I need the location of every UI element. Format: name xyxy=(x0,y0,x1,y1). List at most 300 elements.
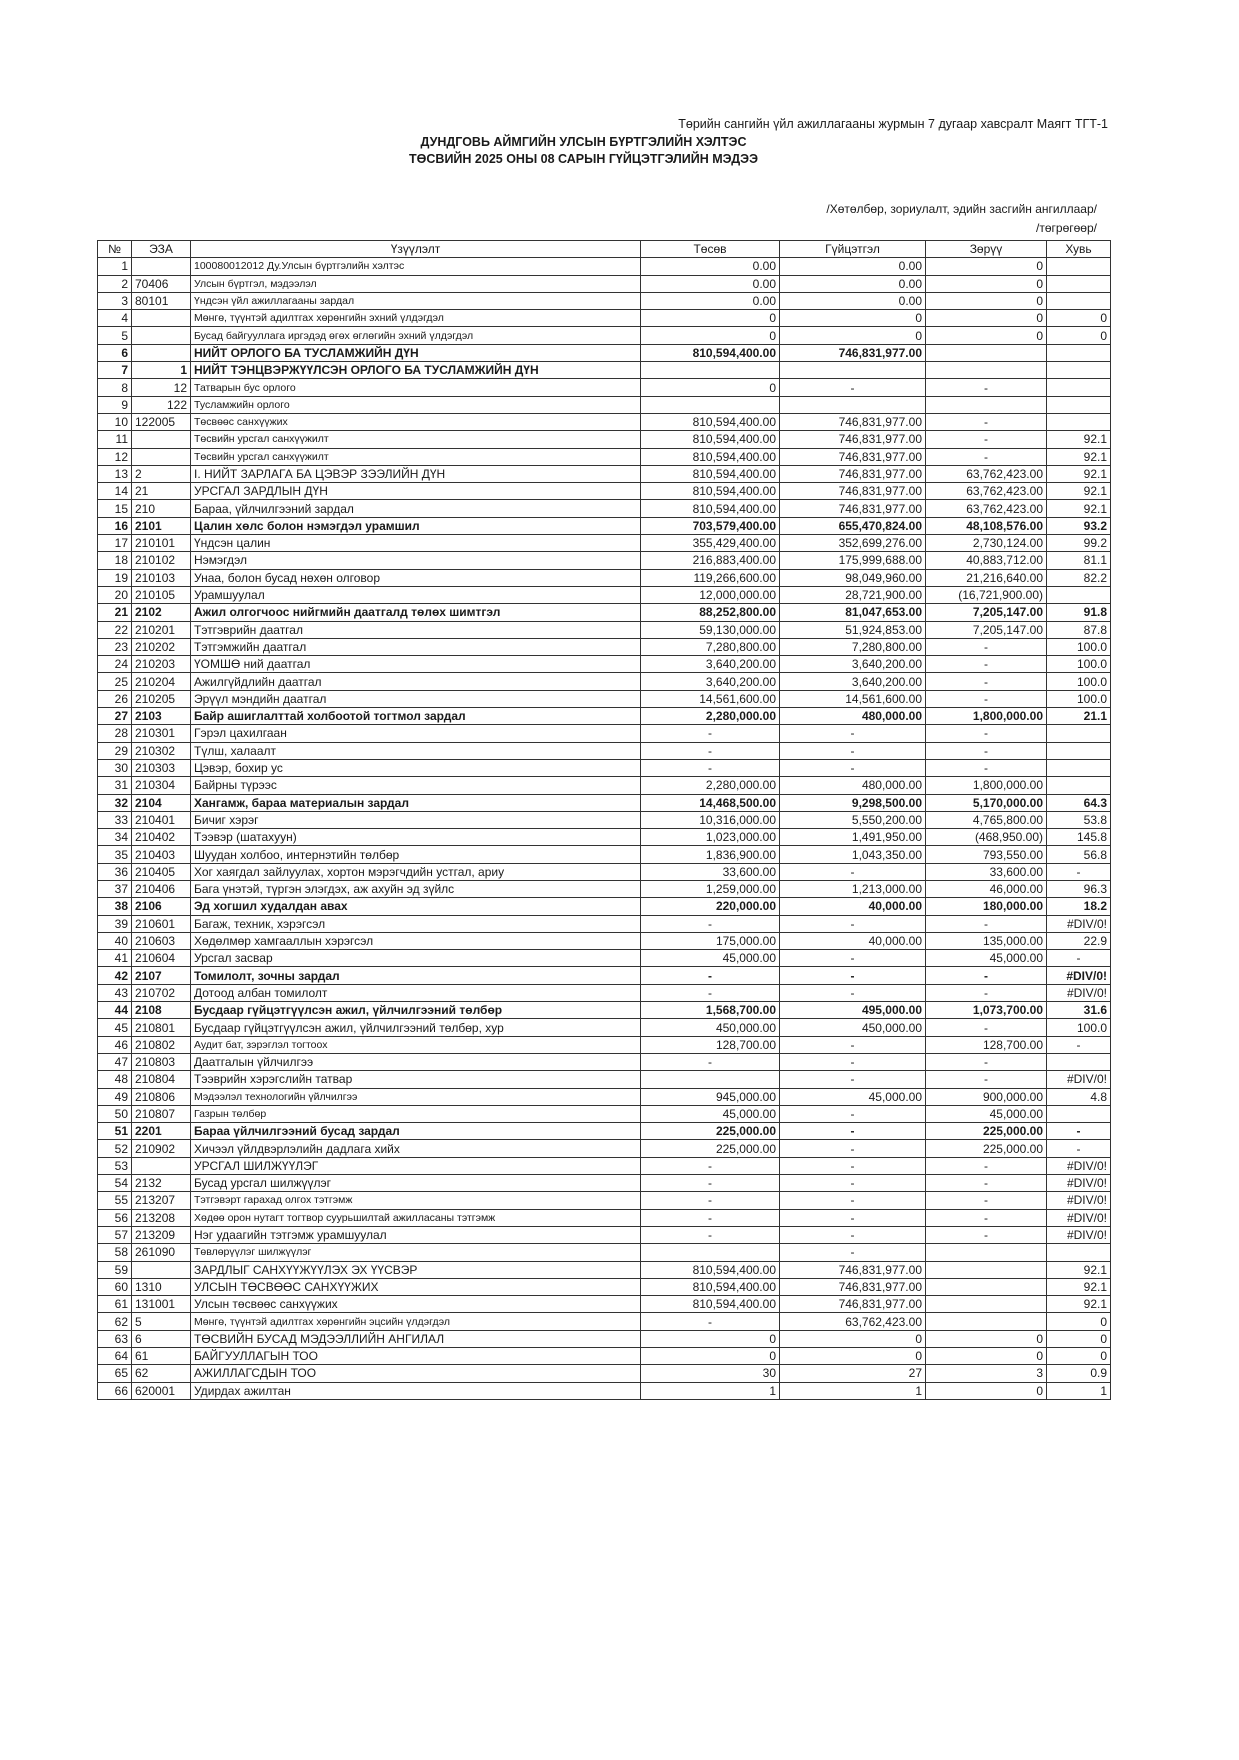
row-code: 210105 xyxy=(132,586,191,603)
row-number: 57 xyxy=(98,1226,132,1243)
row-label: Бусдаар гүйцэтгүүлсэн ажил, үйлчилгээний төлбөр, хур xyxy=(191,1019,641,1036)
row-percent xyxy=(1047,362,1111,379)
row-code: 2107 xyxy=(132,967,191,984)
row-percent: 0.9 xyxy=(1047,1365,1111,1382)
row-budget: 810,594,400.00 xyxy=(641,431,780,448)
row-number: 42 xyxy=(98,967,132,984)
row-number: 60 xyxy=(98,1278,132,1295)
row-code: 210205 xyxy=(132,690,191,707)
row-percent xyxy=(1047,292,1111,309)
row-budget: 128,700.00 xyxy=(641,1036,780,1053)
row-label: Төсвийн урсгал санхүүжилт xyxy=(191,431,641,448)
row-code: 213207 xyxy=(132,1192,191,1209)
row-code: 6 xyxy=(132,1330,191,1347)
row-label: Унаа, болон бусад нөхөн олговор xyxy=(191,569,641,586)
row-code: 210201 xyxy=(132,621,191,638)
row-percent: #DIV/0! xyxy=(1047,1157,1111,1174)
row-label: Даатгалын үйлчилгээ xyxy=(191,1053,641,1070)
row-label: ҮОМШӨ ний даатгал xyxy=(191,656,641,673)
row-percent: 92.1 xyxy=(1047,448,1111,465)
row-performance: 0 xyxy=(780,327,926,344)
table-row xyxy=(98,1209,1111,1226)
row-difference: - xyxy=(926,656,1047,673)
row-percent: 100.0 xyxy=(1047,690,1111,707)
row-budget: 450,000.00 xyxy=(641,1019,780,1036)
table-row xyxy=(98,396,1111,413)
row-number: 35 xyxy=(98,846,132,863)
table-row xyxy=(98,863,1111,880)
row-performance: - xyxy=(780,1244,926,1261)
row-code: 210601 xyxy=(132,915,191,932)
row-performance: 175,999,688.00 xyxy=(780,552,926,569)
row-percent: 82.2 xyxy=(1047,569,1111,586)
row-performance: 1 xyxy=(780,1382,926,1399)
row-performance: 45,000.00 xyxy=(780,1088,926,1105)
table-row xyxy=(98,1226,1111,1243)
row-number: 25 xyxy=(98,673,132,690)
row-performance: 1,043,350.00 xyxy=(780,846,926,863)
row-code: 210401 xyxy=(132,811,191,828)
row-label: Бараа, үйлчилгээний зардал xyxy=(191,500,641,517)
row-budget: 703,579,400.00 xyxy=(641,517,780,534)
col-indicator: Үзүүлэлт xyxy=(191,241,641,258)
row-performance: 1,213,000.00 xyxy=(780,880,926,897)
row-code: 213208 xyxy=(132,1209,191,1226)
row-number: 1 xyxy=(98,258,132,275)
row-performance: - xyxy=(780,1157,926,1174)
row-number: 40 xyxy=(98,932,132,949)
row-budget: 810,594,400.00 xyxy=(641,1296,780,1313)
row-number: 64 xyxy=(98,1348,132,1365)
row-difference: 0 xyxy=(926,1330,1047,1347)
row-budget: 119,266,600.00 xyxy=(641,569,780,586)
table-row xyxy=(98,569,1111,586)
row-budget xyxy=(641,362,780,379)
row-number: 38 xyxy=(98,898,132,915)
row-code: 70406 xyxy=(132,275,191,292)
row-number: 34 xyxy=(98,829,132,846)
table-row xyxy=(98,656,1111,673)
row-percent: 92.1 xyxy=(1047,483,1111,500)
row-performance: - xyxy=(780,1140,926,1157)
row-budget: - xyxy=(641,1226,780,1243)
row-percent: 0 xyxy=(1047,310,1111,327)
row-performance: - xyxy=(780,742,926,759)
row-difference xyxy=(926,344,1047,361)
row-performance: 5,550,200.00 xyxy=(780,811,926,828)
row-label: Үндсэн цалин xyxy=(191,535,641,552)
row-label: Тэтгэврийн даатгал xyxy=(191,621,641,638)
table-row xyxy=(98,846,1111,863)
row-code: 131001 xyxy=(132,1296,191,1313)
row-difference: 2,730,124.00 xyxy=(926,535,1047,552)
row-percent: #DIV/0! xyxy=(1047,915,1111,932)
row-difference xyxy=(926,1261,1047,1278)
row-difference: 63,762,423.00 xyxy=(926,500,1047,517)
row-label: Мэдээлэл технологийн үйлчилгээ xyxy=(191,1088,641,1105)
row-percent xyxy=(1047,742,1111,759)
row-code xyxy=(132,1261,191,1278)
row-budget: 30 xyxy=(641,1365,780,1382)
row-percent xyxy=(1047,759,1111,776)
row-label: Бичиг хэрэг xyxy=(191,811,641,828)
row-code: 210902 xyxy=(132,1140,191,1157)
row-label: Аудит бат, зэрэглэл тогтоох xyxy=(191,1036,641,1053)
row-difference: 40,883,712.00 xyxy=(926,552,1047,569)
row-label: Бусад байгууллага иргэдэд өгөх өглөгийн эхний үлдэгдэл xyxy=(191,327,641,344)
row-budget: 1,568,700.00 xyxy=(641,1002,780,1019)
row-difference: 63,762,423.00 xyxy=(926,483,1047,500)
row-difference: 0 xyxy=(926,258,1047,275)
row-budget: - xyxy=(641,759,780,776)
row-percent: 81.1 xyxy=(1047,552,1111,569)
row-percent xyxy=(1047,586,1111,603)
row-budget: 810,594,400.00 xyxy=(641,1278,780,1295)
row-difference: 21,216,640.00 xyxy=(926,569,1047,586)
row-code: 210603 xyxy=(132,932,191,949)
table-row xyxy=(98,413,1111,430)
row-performance: - xyxy=(780,950,926,967)
row-code: 210301 xyxy=(132,725,191,742)
row-performance: 0.00 xyxy=(780,292,926,309)
row-code: 210803 xyxy=(132,1053,191,1070)
row-label: Эрүүл мэндийн даатгал xyxy=(191,690,641,707)
row-code: 2132 xyxy=(132,1175,191,1192)
row-difference: 1,073,700.00 xyxy=(926,1002,1047,1019)
row-label: Бусдаар гүйцэтгүүлсэн ажил, үйлчилгээний төлбөр xyxy=(191,1002,641,1019)
row-performance: 746,831,977.00 xyxy=(780,465,926,482)
table-row xyxy=(98,1036,1111,1053)
row-budget: - xyxy=(641,915,780,932)
row-difference: 0 xyxy=(926,1382,1047,1399)
row-label: Хангамж, бараа материалын зардал xyxy=(191,794,641,811)
row-budget: 810,594,400.00 xyxy=(641,413,780,430)
row-label: Мөнгө, түүнтэй адилтгах хөрөнгийн эхний үлдэгдэл xyxy=(191,310,641,327)
row-performance: 98,049,960.00 xyxy=(780,569,926,586)
row-percent: #DIV/0! xyxy=(1047,1226,1111,1243)
row-budget: 810,594,400.00 xyxy=(641,1261,780,1278)
row-label: Томилолт, зочны зардал xyxy=(191,967,641,984)
row-number: 61 xyxy=(98,1296,132,1313)
form-reference: Төрийн сангийн үйл ажиллагааны журмын 7 дугаар хавсралт Маягт ТГТ-1 xyxy=(678,117,1108,131)
row-budget: - xyxy=(641,742,780,759)
row-budget: - xyxy=(641,1157,780,1174)
row-difference: - xyxy=(926,638,1047,655)
row-performance: 746,831,977.00 xyxy=(780,500,926,517)
row-percent xyxy=(1047,396,1111,413)
row-label: Түлш, халаалт xyxy=(191,742,641,759)
col-budget: Төсөв xyxy=(641,241,780,258)
row-performance: - xyxy=(780,725,926,742)
row-percent xyxy=(1047,1244,1111,1261)
row-code: 210303 xyxy=(132,759,191,776)
row-budget: 810,594,400.00 xyxy=(641,500,780,517)
row-code: 210702 xyxy=(132,984,191,1001)
row-number: 29 xyxy=(98,742,132,759)
row-number: 41 xyxy=(98,950,132,967)
row-difference: 48,108,576.00 xyxy=(926,517,1047,534)
row-budget: - xyxy=(641,1209,780,1226)
row-performance: 746,831,977.00 xyxy=(780,1278,926,1295)
table-row xyxy=(98,483,1111,500)
row-performance: 746,831,977.00 xyxy=(780,1261,926,1278)
row-code: 5 xyxy=(132,1313,191,1330)
row-performance: 27 xyxy=(780,1365,926,1382)
row-difference: 3 xyxy=(926,1365,1047,1382)
row-number: 46 xyxy=(98,1036,132,1053)
row-budget: 3,640,200.00 xyxy=(641,673,780,690)
row-performance: - xyxy=(780,759,926,776)
row-performance: - xyxy=(780,1105,926,1122)
row-code: 210807 xyxy=(132,1105,191,1122)
row-code: 62 xyxy=(132,1365,191,1382)
row-performance: - xyxy=(780,984,926,1001)
row-code: 122 xyxy=(132,396,191,413)
row-budget: 0 xyxy=(641,327,780,344)
table-row xyxy=(98,1157,1111,1174)
table-row xyxy=(98,932,1111,949)
row-label: Хог хаягдал зайлуулах, хортон мэрэгчдийн устгал, ариу xyxy=(191,863,641,880)
row-difference: 793,550.00 xyxy=(926,846,1047,863)
row-label: Бага үнэтэй, түргэн элэгдэх, аж ахуйн эд зүйлс xyxy=(191,880,641,897)
row-percent: - xyxy=(1047,863,1111,880)
row-label: Эд хогшил худалдан авах xyxy=(191,898,641,915)
row-label: Гэрэл цахилгаан xyxy=(191,725,641,742)
row-percent xyxy=(1047,379,1111,396)
row-difference: 225,000.00 xyxy=(926,1140,1047,1157)
row-percent: #DIV/0! xyxy=(1047,967,1111,984)
row-difference: 180,000.00 xyxy=(926,898,1047,915)
table-row xyxy=(98,344,1111,361)
row-label: Шуудан холбоо, интернэтийн төлбөр xyxy=(191,846,641,863)
table-row xyxy=(98,586,1111,603)
row-number: 58 xyxy=(98,1244,132,1261)
row-difference: 225,000.00 xyxy=(926,1123,1047,1140)
row-code: 620001 xyxy=(132,1382,191,1399)
row-difference xyxy=(926,1244,1047,1261)
row-percent: 53.8 xyxy=(1047,811,1111,828)
table-row xyxy=(98,1330,1111,1347)
row-percent: #DIV/0! xyxy=(1047,1175,1111,1192)
row-percent: 92.1 xyxy=(1047,1296,1111,1313)
row-number: 43 xyxy=(98,984,132,1001)
row-label: Багаж, техник, хэрэгсэл xyxy=(191,915,641,932)
row-label: Урамшуулал xyxy=(191,586,641,603)
table-header-row xyxy=(98,241,1111,258)
row-code: 213209 xyxy=(132,1226,191,1243)
row-number: 23 xyxy=(98,638,132,655)
row-code: 210304 xyxy=(132,777,191,794)
row-percent: 92.1 xyxy=(1047,1278,1111,1295)
row-number: 13 xyxy=(98,465,132,482)
row-code: 2104 xyxy=(132,794,191,811)
table-row xyxy=(98,759,1111,776)
row-number: 47 xyxy=(98,1053,132,1070)
row-percent: 100.0 xyxy=(1047,673,1111,690)
row-performance: 746,831,977.00 xyxy=(780,1296,926,1313)
row-percent: 100.0 xyxy=(1047,638,1111,655)
table-row xyxy=(98,327,1111,344)
row-difference: - xyxy=(926,967,1047,984)
row-budget: 810,594,400.00 xyxy=(641,465,780,482)
row-number: 12 xyxy=(98,448,132,465)
row-budget: 7,280,800.00 xyxy=(641,638,780,655)
row-code: 12 xyxy=(132,379,191,396)
row-number: 33 xyxy=(98,811,132,828)
table-row xyxy=(98,1192,1111,1209)
row-number: 19 xyxy=(98,569,132,586)
row-label: Нэг удаагийн тэтгэмж урамшуулал xyxy=(191,1226,641,1243)
row-budget xyxy=(641,1244,780,1261)
row-percent: 22.9 xyxy=(1047,932,1111,949)
table-row xyxy=(98,725,1111,742)
row-budget: 810,594,400.00 xyxy=(641,448,780,465)
row-code: 210804 xyxy=(132,1071,191,1088)
row-number: 52 xyxy=(98,1140,132,1157)
row-number: 18 xyxy=(98,552,132,569)
row-budget: 2,280,000.00 xyxy=(641,777,780,794)
row-number: 16 xyxy=(98,517,132,534)
row-budget: - xyxy=(641,1175,780,1192)
row-code: 210103 xyxy=(132,569,191,586)
row-number: 49 xyxy=(98,1088,132,1105)
row-code: 2102 xyxy=(132,604,191,621)
row-budget: 0 xyxy=(641,1348,780,1365)
row-code: 210806 xyxy=(132,1088,191,1105)
row-difference: 7,205,147.00 xyxy=(926,621,1047,638)
row-performance: 63,762,423.00 xyxy=(780,1313,926,1330)
row-label: ЗАРДЛЫГ САНХҮҮЖҮҮЛЭХ ЭХ ҮҮСВЭР xyxy=(191,1261,641,1278)
table-row xyxy=(98,967,1111,984)
row-number: 44 xyxy=(98,1002,132,1019)
row-code xyxy=(132,448,191,465)
row-performance: 0 xyxy=(780,310,926,327)
table-row xyxy=(98,984,1111,1001)
row-number: 30 xyxy=(98,759,132,776)
table-row xyxy=(98,552,1111,569)
row-number: 11 xyxy=(98,431,132,448)
row-budget: 10,316,000.00 xyxy=(641,811,780,828)
row-performance: - xyxy=(780,1192,926,1209)
row-performance xyxy=(780,362,926,379)
row-difference: - xyxy=(926,759,1047,776)
table-row xyxy=(98,880,1111,897)
row-code: 210402 xyxy=(132,829,191,846)
table-row xyxy=(98,1071,1111,1088)
row-code: 21 xyxy=(132,483,191,500)
row-difference: 135,000.00 xyxy=(926,932,1047,949)
row-label: Тусламжийн орлого xyxy=(191,396,641,413)
row-performance: - xyxy=(780,1071,926,1088)
row-budget: - xyxy=(641,984,780,1001)
row-percent: 21.1 xyxy=(1047,708,1111,725)
row-percent: 0 xyxy=(1047,1330,1111,1347)
row-code xyxy=(132,344,191,361)
row-label: Тээвэр (шатахуун) xyxy=(191,829,641,846)
row-number: 56 xyxy=(98,1209,132,1226)
table-row xyxy=(98,1278,1111,1295)
row-performance: 0 xyxy=(780,1330,926,1347)
row-code: 210102 xyxy=(132,552,191,569)
row-difference: - xyxy=(926,1071,1047,1088)
row-performance: - xyxy=(780,379,926,396)
row-percent xyxy=(1047,413,1111,430)
row-code xyxy=(132,310,191,327)
row-label: Хөдөө орон нутагт тогтвор суурьшилтай ажилласаны тэтгэмж xyxy=(191,1209,641,1226)
row-number: 20 xyxy=(98,586,132,603)
row-label: Хичээл үйлдвэрлэлийн дадлага хийх xyxy=(191,1140,641,1157)
row-label: АЖИЛЛАГСДЫН ТОО xyxy=(191,1365,641,1382)
org-title: ДУНДГОВЬ АЙМГИЙН УЛСЫН БҮРТГЭЛИЙН ХЭЛТЭС xyxy=(420,135,747,149)
row-performance: - xyxy=(780,1226,926,1243)
row-label: Төсвийн урсгал санхүүжилт xyxy=(191,448,641,465)
row-label: Тэтгэвэрт гарахад олгох тэтгэмж xyxy=(191,1192,641,1209)
row-label: УРСГАЛ ШИЛЖҮҮЛЭГ xyxy=(191,1157,641,1174)
row-budget: - xyxy=(641,967,780,984)
row-label: Байр ашиглалттай холбоотой тогтмол зардал xyxy=(191,708,641,725)
row-budget: 33,600.00 xyxy=(641,863,780,880)
table-row xyxy=(98,517,1111,534)
row-number: 32 xyxy=(98,794,132,811)
row-number: 6 xyxy=(98,344,132,361)
row-code: 210801 xyxy=(132,1019,191,1036)
table-row xyxy=(98,690,1111,707)
row-percent: 64.3 xyxy=(1047,794,1111,811)
row-performance: 3,640,200.00 xyxy=(780,656,926,673)
row-difference xyxy=(926,1313,1047,1330)
table-row xyxy=(98,275,1111,292)
row-code xyxy=(132,327,191,344)
row-code: 210302 xyxy=(132,742,191,759)
table-row xyxy=(98,292,1111,309)
row-number: 8 xyxy=(98,379,132,396)
row-budget: 3,640,200.00 xyxy=(641,656,780,673)
row-number: 22 xyxy=(98,621,132,638)
row-percent xyxy=(1047,275,1111,292)
row-performance: 746,831,977.00 xyxy=(780,483,926,500)
row-performance: 3,640,200.00 xyxy=(780,673,926,690)
row-performance: - xyxy=(780,967,926,984)
row-code: 210406 xyxy=(132,880,191,897)
table-row xyxy=(98,1088,1111,1105)
row-code: 1 xyxy=(132,362,191,379)
row-percent xyxy=(1047,258,1111,275)
row-number: 15 xyxy=(98,500,132,517)
row-performance: 0 xyxy=(780,1348,926,1365)
row-budget: 220,000.00 xyxy=(641,898,780,915)
row-label: I. НИЙТ ЗАРЛАГА БА ЦЭВЭР ЗЭЭЛИЙН ДҮН xyxy=(191,465,641,482)
row-difference xyxy=(926,396,1047,413)
row-code: 2 xyxy=(132,465,191,482)
row-performance: - xyxy=(780,863,926,880)
row-budget: 810,594,400.00 xyxy=(641,483,780,500)
row-number: 63 xyxy=(98,1330,132,1347)
row-difference: - xyxy=(926,673,1047,690)
row-number: 28 xyxy=(98,725,132,742)
row-label: Урсгал засвар xyxy=(191,950,641,967)
row-difference: 5,170,000.00 xyxy=(926,794,1047,811)
row-difference: - xyxy=(926,1157,1047,1174)
row-percent xyxy=(1047,777,1111,794)
row-percent: #DIV/0! xyxy=(1047,984,1111,1001)
row-difference: - xyxy=(926,1175,1047,1192)
row-label: Удирдах ажилтан xyxy=(191,1382,641,1399)
col-difference: Зөрүү xyxy=(926,241,1047,258)
row-percent: - xyxy=(1047,1140,1111,1157)
row-percent: 4.8 xyxy=(1047,1088,1111,1105)
row-difference: 0 xyxy=(926,292,1047,309)
row-budget: 1,836,900.00 xyxy=(641,846,780,863)
